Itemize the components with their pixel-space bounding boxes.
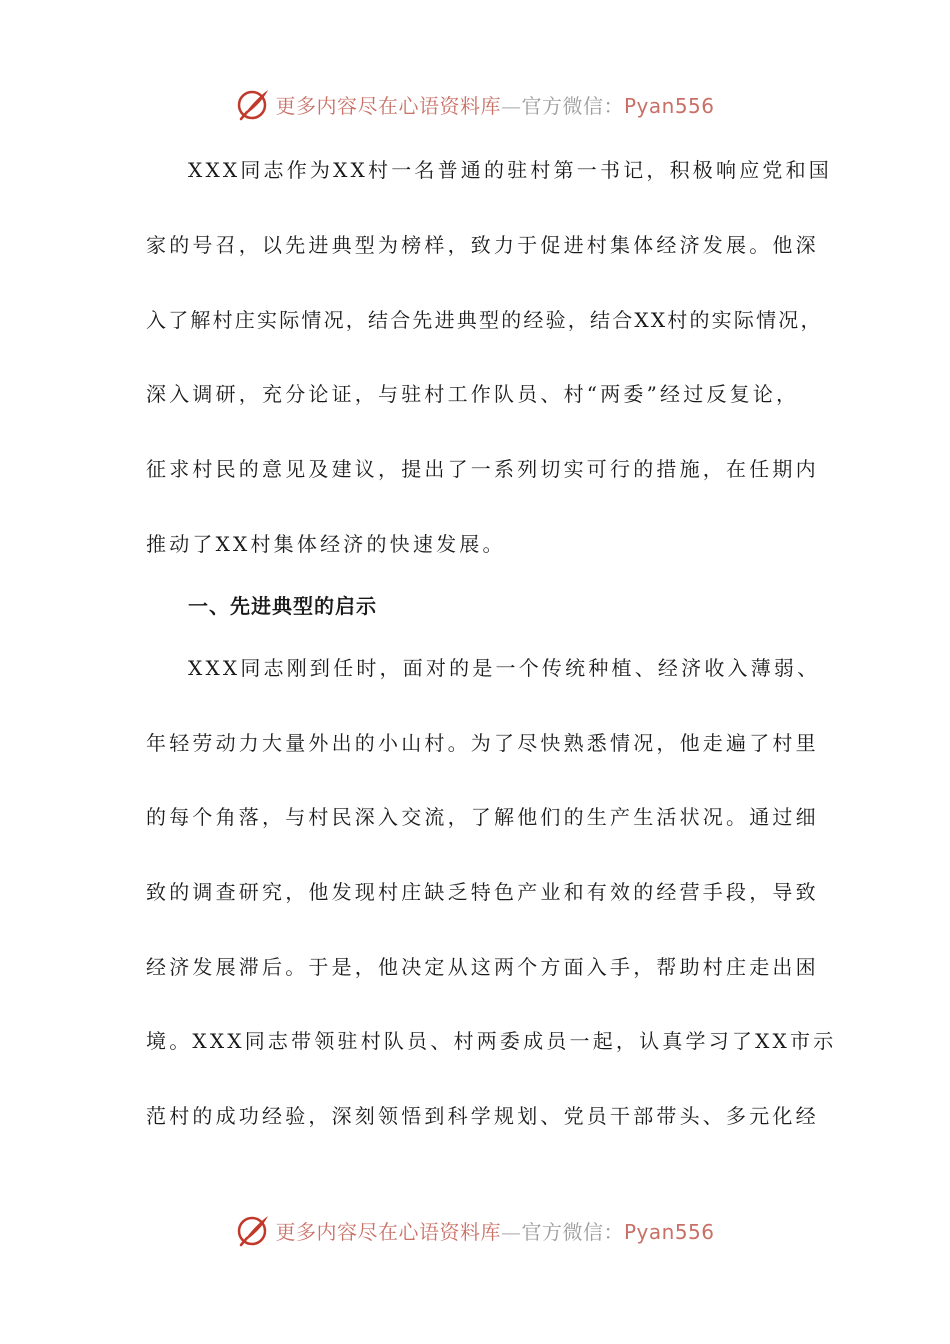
quill-logo-icon [235, 1212, 271, 1248]
banner-wechat-id: Pyan556 [623, 93, 715, 118]
quill-logo-icon [235, 86, 271, 122]
paragraph-line: 的每个角落，与村民深入交流，了解他们的生产生活状况。通过细 [146, 805, 819, 829]
paragraph-line: 深入调研，充分论证，与驻村工作队员、村“两委”经过反复论， [146, 382, 800, 406]
banner-wechat-label: 官方微信： [521, 1219, 624, 1244]
paragraph-line: 范村的成功经验，深刻领悟到科学规划、党员干部带头、多元化经 [146, 1104, 819, 1128]
paragraph-line: 经济发展滞后。于是，他决定从这两个方面入手，帮助村庄走出困 [146, 955, 819, 979]
banner-brand: 更多内容尽在心语资料库 [275, 1219, 501, 1244]
footer-banner [0, 1210, 950, 1250]
paragraph-line: XXX同志作为XX村一名普通的驻村第一书记，积极响应党和国 [188, 158, 832, 182]
banner-separator: — [500, 93, 522, 118]
banner-separator: — [500, 1219, 522, 1244]
paragraph-line: XXX同志刚到任时，面对的是一个传统种植、经济收入薄弱、 [188, 656, 821, 680]
banner-text [275, 1216, 714, 1245]
paragraph-line: 年轻劳动力大量外出的小山村。为了尽快熟悉情况，他走遍了村里 [146, 731, 819, 755]
header-banner [0, 84, 950, 124]
paragraph-line: 家的号召，以先进典型为榜样，致力于促进村集体经济发展。他深 [146, 233, 819, 257]
banner-wechat-label: 官方微信： [521, 93, 624, 118]
section-heading: 一、先进典型的启示 [188, 594, 377, 618]
paragraph-line: 征求村民的意见及建议，提出了一系列切实可行的措施，在任期内 [146, 457, 819, 481]
banner-wechat-id: Pyan556 [623, 1219, 715, 1244]
banner-text [275, 90, 714, 119]
paragraph-line: 致的调查研究，他发现村庄缺乏特色产业和有效的经营手段，导致 [146, 880, 819, 904]
paragraph-line: 推动了XX村集体经济的快速发展。 [146, 532, 506, 556]
banner-brand: 更多内容尽在心语资料库 [275, 93, 501, 118]
paragraph-line: 境。XXX同志带领驻村队员、村两委成员一起，认真学习了XX市示 [146, 1029, 837, 1053]
paragraph-line: 入了解村庄实际情况，结合先进典型的经验，结合XX村的实际情况， [146, 308, 823, 332]
